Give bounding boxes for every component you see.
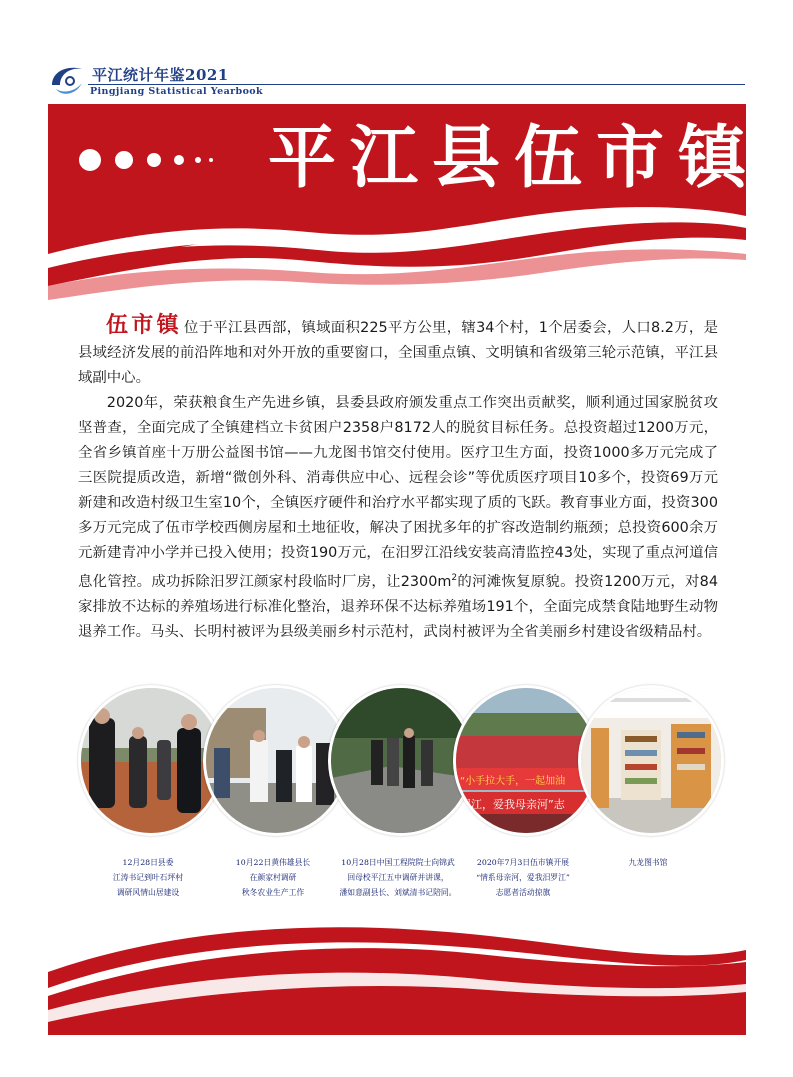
lead-town-name: 伍市镇	[106, 312, 182, 338]
paragraph-achievements	[78, 391, 718, 645]
caption-2: 10月22日黄伟雄县长 在颜家村调研 秋冬农业生产工作	[235, 858, 311, 897]
paragraph-intro	[78, 313, 718, 391]
banner-slogan-2: 罗江，爱我母亲河”志	[460, 798, 565, 811]
bottom-wave-decoration	[48, 910, 746, 1035]
header-rule	[88, 84, 745, 85]
photo-jiulong-library	[578, 685, 724, 836]
caption-4: 2020年7月3日伍市镇开展 “情系母亲河，爱我汨罗江” 志愿者活动掠旗	[476, 858, 570, 897]
article-body	[78, 313, 718, 645]
yearbook-logo-icon	[48, 63, 88, 97]
yearbook-subtitle: Pingjiang Statistical Yearbook	[90, 86, 264, 97]
intro-text: 位于平江县西部，镇域面积225平方公里，辖34个村，1个居委会，人口8.2万，是县域经济发展的前沿阵地和对外开放的重要窗口，全国重点镇、文明镇和省级第三轮示范镇，平江县域副中心。	[78, 320, 718, 386]
caption-5: 九龙图书馆	[628, 858, 668, 867]
achievements-text-a: 2020年，荣获粮食生产先进乡镇，县委县政府颁发重点工作突出贡献奖，顺利通过国家脱贫攻坚普查，全面完成了全镇建档立卡贫困户2358户8172人的脱贫目标任务。总投资超过1200万元，全省乡镇首座十万册公益图书馆——九龙图书馆交付使用。医疗卫生方面，投资1000多万元完成了三医院提质改造，新增“微创外科、消毒供应中心、远程会诊”等优质医疗项目10多个，投资69万元新建和改造村级卫生室10个，全镇医疗硬件和治疗水平都实现了质的飞跃。教育事业方面，投资300多万元完成了伍市学校西侧房屋和土地征收，解决了困扰多年的扩容改造制约瓶颈；总投资600余万元新建青冲小学并已投入使用；投资190万元，在汨罗江沿线安装高清监控43处，实现了重点河道信息化管控。成功拆除汨罗江颜家村段临时厂房，让2300m	[78, 395, 718, 590]
caption-1: 12月28日县委 江涛书记到叶石坪村 调研风情山居建设	[112, 858, 184, 897]
photo-strip	[78, 685, 718, 835]
superscript: 2	[451, 573, 458, 583]
decorative-dots-icon	[78, 148, 228, 172]
yearbook-title: 平江统计年鉴2021	[92, 66, 229, 84]
achievements-text-b: 的河滩恢复原貌。投资1200万元，对84家排放不达标的养殖场进行标准化整治，退养环保不达标养殖场191个，全面完成禁食陆地野生动物退养工作。马头、长明村被评为县级美丽乡村示范村，武岗村被评为全省美丽乡村建设省级精品村。	[78, 573, 718, 640]
banner-slogan-1: “小手拉大手，一起加油	[460, 776, 566, 787]
page-header	[0, 0, 793, 100]
page-title: 平江县伍市镇	[268, 118, 761, 198]
photo-captions	[78, 855, 718, 915]
caption-3: 10月28日中国工程院院士向锦武 回母校平江五中调研并讲课， 潘如意副县长、刘斌清书记陪同。	[339, 858, 457, 897]
